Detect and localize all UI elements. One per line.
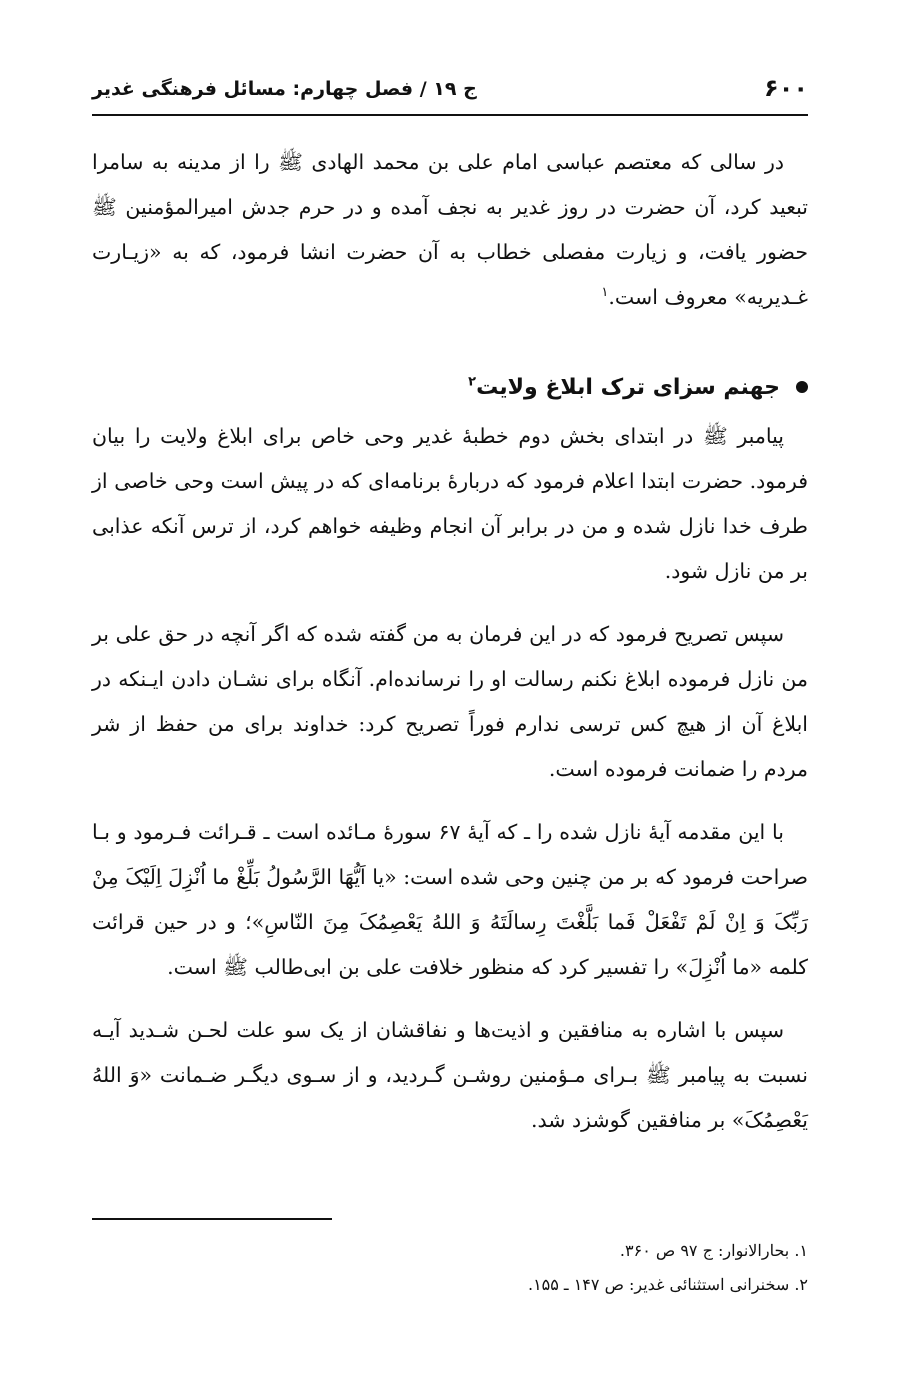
page-number: ۶۰۰ (764, 74, 808, 102)
footnote-mark: ۱ (601, 285, 609, 301)
paragraph-intro (92, 140, 808, 320)
footnotes (92, 1234, 808, 1302)
section-heading (92, 368, 808, 408)
paragraph-verse: با این مقدمه آیهٔ نازل شده را ـ که آیهٔ ۶۷ سورهٔ مـائده است ـ قـرائت فـرمود و بـا صراحت فرمود که بر من چنین وحی شده است: «یا اَیُّهَا الرَّسُولُ بَلِّغْ ما اُنْزِلَ اِلَیْکَ مِنْ رَبِّکَ وَ اِنْ لَمْ تَفْعَلْ فَما بَلَّغْتَ رِسالَتَهُ وَ اللهُ یَعْصِمُکَ مِنَ النّاسِ»؛ و در حین قرائت کلمه «ما اُنْزِلَ» را تفسیر کرد که منظور خلافت علی بن ابی‌طالب ﷺ است. (92, 820, 808, 979)
paragraph-text: در سالی که معتصم عباسی امام علی بن محمد الهادی ﷺ را از مدینه به سامرا تبعید کرد، آن حضرت در روز غدیر به نجف آمده و در حرم جدش امیرالمؤمنین ﷺ حضور یافت، و زیارت مفصلی خطاب به آن حضرت انشا فرمود، که به «زیـارت غـدیریه» معروف است. (92, 150, 808, 309)
book-page (92, 0, 808, 1390)
paragraph-hypocrites: سپس با اشاره به منافقین و اذیت‌ها و نفاقشان از یک سو علت لحـن شـدید آیـه نسبت به پیامبر ﷺ بـرای مـؤمنین روشـن گـردید، و از سـوی دیگـر ضـمانت «وَ اللهُ یَعْصِمُکَ» بر منافقین گوشزد شد. (92, 1018, 808, 1132)
page-body (92, 140, 808, 1143)
footnote-item: ۱. بحارالانوار: ج ۹۷ ص ۳۶۰. (619, 1241, 808, 1260)
page-header (92, 72, 808, 116)
paragraph-declaration: سپس تصریح فرمود که در این فرمان به من گفته شده که اگر آنچه در حق علی بر من نازل فرموده ابلاغ نکنم رسالت او را نرسانده‌ام. آنگاه برای نشـان دادن ایـنکه در ابلاغ آن از هیچ کس ترسی ندارم فوراً تصریح کرد: خداوند برای من حفظ از شر مردم را ضمانت فرموده است. (92, 622, 808, 781)
bullet-icon (796, 381, 808, 393)
footnote-divider (92, 1218, 332, 1220)
running-title: ج ۱۹ / فصل چهارم: مسائل فرهنگی غدیر (92, 78, 477, 100)
section-heading-text: جهنم سزای ترک ابلاغ ولایت (476, 375, 780, 400)
footnote-mark: ۲ (468, 374, 477, 390)
paragraph-revelation: پیامبر ﷺ در ابتدای بخش دوم خطبهٔ غدیر وحی خاص برای ابلاغ ولایت را بیان فرمود. حضرت ابتدا اعلام فرمود که دربارهٔ برنامه‌ای که در پیش است وحی خاصی از طرف خدا نازل شده و من در برابر آن انجام وظیفه خواهم کرد، از ترس آنکه عذابی بر من نازل شود. (92, 424, 808, 583)
footnote-item: ۲. سخنرانی استثنائی غدیر: ص ۱۴۷ ـ ۱۵۵. (527, 1275, 808, 1294)
